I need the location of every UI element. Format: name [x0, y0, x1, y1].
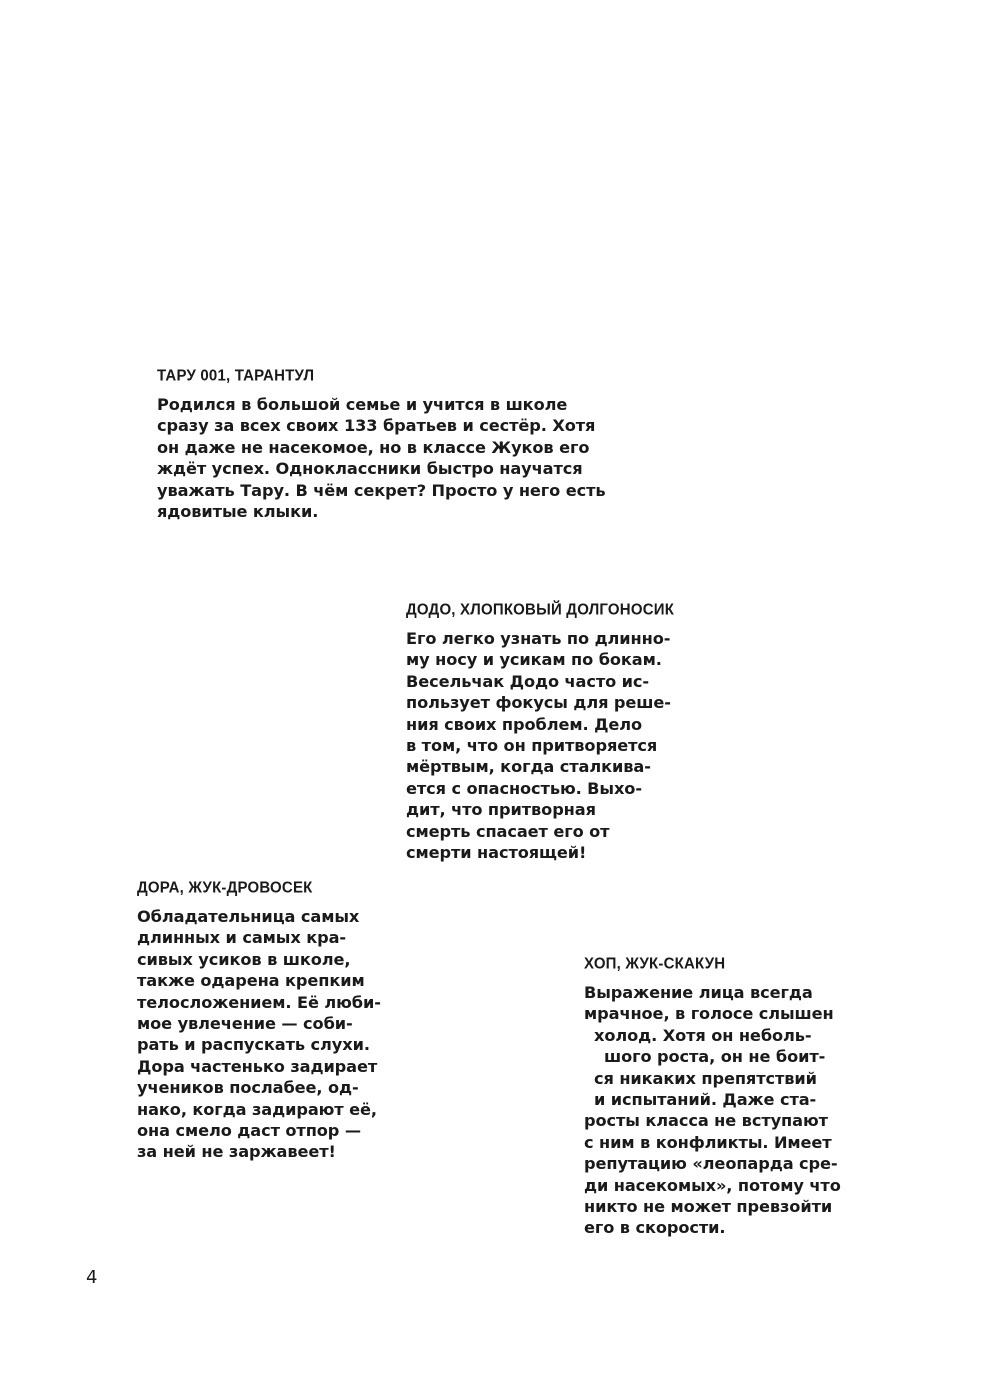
text-line: длинных и самых кра- [137, 928, 347, 948]
character-entry-dodo [406, 600, 674, 863]
character-title: ДОРА, ЖУК-ДРОВОСЕК [137, 879, 313, 897]
text-line: ся никаких препятствий [594, 1068, 817, 1088]
text-line: мёртвым, когда сталкива- [406, 757, 651, 777]
text-line: с ним в конфликты. Имеет [584, 1132, 832, 1152]
text-line: учеников послабее, од- [137, 1078, 359, 1098]
text-line: она смело даст отпор — [137, 1121, 361, 1141]
text-line: мрачное, в голосе слышен [584, 1004, 834, 1024]
text-line: смерть спасает его от [406, 821, 610, 841]
text-line: его в скорости. [584, 1218, 726, 1238]
text-line: сивых усиков в школе, [137, 949, 351, 969]
text-line: Выражение лица всегда [584, 983, 813, 1002]
text-line: му носу и усикам по бокам. [406, 650, 662, 670]
character-title: ДОДО, ХЛОПКОВЫЙ ДОЛГОНОСИК [406, 601, 675, 619]
text-line: рать и распускать слухи. [137, 1035, 370, 1055]
text-line: Обладательница самых [137, 907, 360, 926]
character-description [137, 906, 381, 1163]
text-line: ется с опасностью. Выхо- [406, 778, 642, 798]
text-line: также одарена крепким [137, 971, 365, 991]
text-line: смерти настоящей! [406, 843, 587, 863]
text-line: ждёт успех. Одноклассники быстро научатся [157, 459, 583, 479]
text-line: ядовитые клыки. [157, 502, 319, 522]
character-entry-taru [157, 366, 606, 522]
text-line: уважать Тару. В чём секрет? Просто у него есть [157, 480, 606, 500]
text-line: ди насекомых», потому что [584, 1175, 841, 1195]
text-line: он даже не насекомое, но в классе Жуков его [157, 437, 590, 457]
character-title: ТАРУ 001, ТАРАНТУЛ [157, 367, 315, 385]
text-line: в том, что он притворяется [406, 736, 658, 756]
text-line: холод. Хотя он неболь- [594, 1025, 812, 1045]
text-line: и испытаний. Даже ста- [594, 1090, 817, 1110]
text-line: ния своих проблем. Дело [406, 714, 643, 734]
text-line: за ней не заржавеет! [137, 1142, 336, 1162]
text-line: росты класса не вступают [584, 1111, 828, 1131]
character-description [584, 982, 841, 1239]
text-line: Дора частенько задирает [137, 1056, 378, 1076]
text-line: пользует фокусы для реше- [406, 693, 671, 713]
text-line: телосложением. Её люби- [137, 992, 381, 1012]
text-line: дит, что притворная [406, 800, 596, 820]
text-line: Его легко узнать по длинно- [406, 629, 671, 648]
page-number: 4 [86, 1267, 98, 1288]
text-line: репутацию «леопарда сре- [584, 1154, 838, 1174]
text-line: Родился в большой семье и учится в школе [157, 395, 568, 414]
text-line: мое увлечение — соби- [137, 1014, 353, 1034]
text-line: никто не может превзойти [584, 1197, 833, 1217]
text-line: нако, когда задирают её, [137, 1099, 377, 1119]
character-title: ХОП, ЖУК-СКАКУН [584, 955, 726, 973]
text-line: Весельчак Додо часто ис- [406, 671, 650, 691]
character-entry-dora [137, 878, 381, 1163]
character-description [406, 628, 674, 863]
character-description [157, 394, 606, 522]
text-line: сразу за всех своих 133 братьев и сестёр. Хотя [157, 416, 596, 436]
text-line: шого роста, он не боит- [604, 1047, 826, 1067]
character-entry-hop [584, 954, 841, 1239]
